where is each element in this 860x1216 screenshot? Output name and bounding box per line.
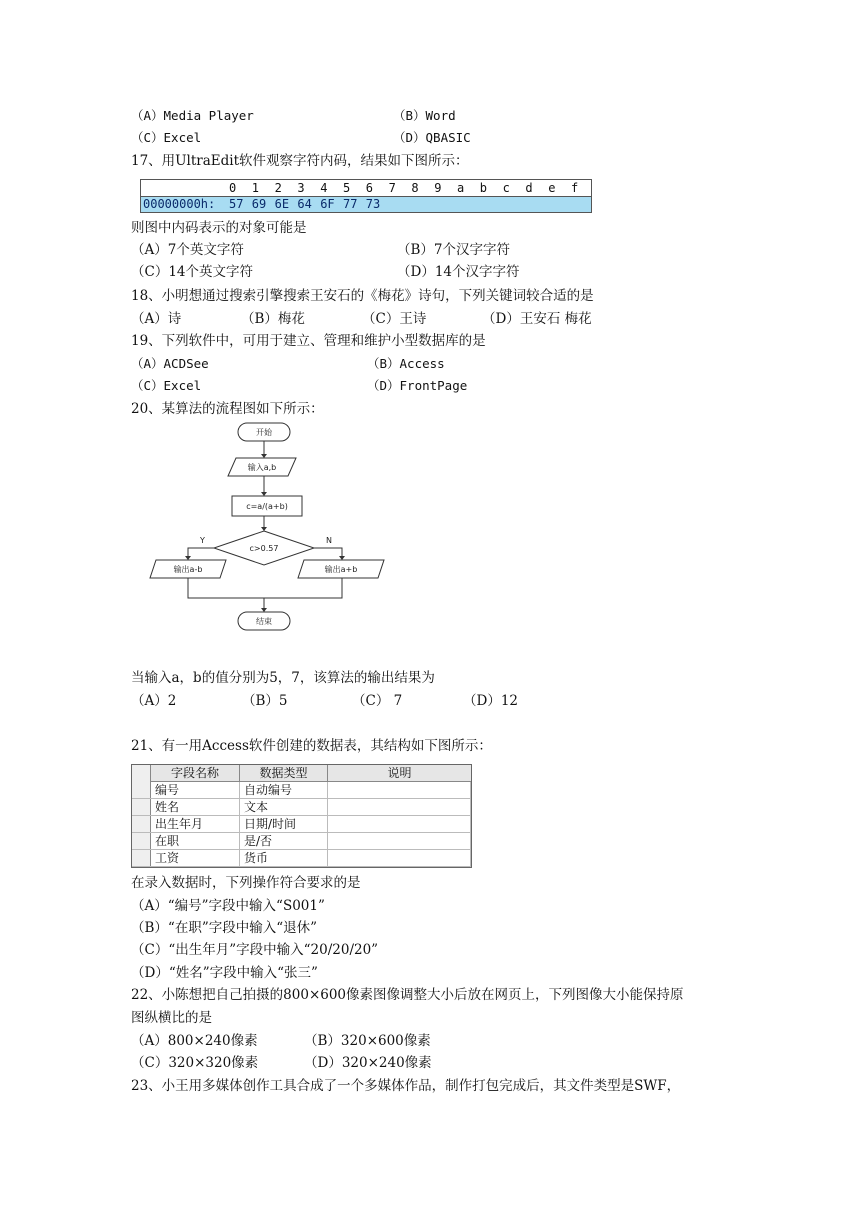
table-header-field-name: 字段名称 bbox=[151, 765, 240, 782]
q22-stem-line1: 22、小陈想把自己拍摄的800×600像素图像调整大小后放在网页上，下列图像大小能保持原 bbox=[131, 987, 684, 1003]
q21-follow: 在录入数据时，下列操作符合要求的是 bbox=[131, 875, 361, 891]
table-row bbox=[132, 799, 471, 816]
q22-option-c: （C）320×320像素 bbox=[131, 1055, 259, 1071]
q21-option-d: （D）“姓名”字段中输入“张三” bbox=[131, 965, 318, 981]
q22-option-b: （B）320×600像素 bbox=[304, 1033, 431, 1049]
q20-stem: 20、某算法的流程图如下所示： bbox=[131, 401, 324, 417]
q20-option-c: （C） 7 bbox=[352, 693, 403, 709]
q22-stem-line2: 图纵横比的是 bbox=[131, 1010, 212, 1026]
flow-output-right-label: 输出a+b bbox=[324, 565, 358, 574]
hex-column-label: 2 bbox=[274, 181, 282, 195]
q17-option-d: （D）14个汉字字符 bbox=[397, 264, 520, 280]
q20-option-a: （A）2 bbox=[131, 693, 177, 709]
table-header-data-type: 数据类型 bbox=[240, 765, 328, 782]
hex-byte: 6F bbox=[320, 197, 335, 211]
q18-option-b: （B）梅花 bbox=[241, 311, 305, 327]
q21-option-b: （B）“在职”字段中输入“退休” bbox=[131, 920, 318, 936]
flow-condition-label: c>0.57 bbox=[249, 544, 279, 553]
data-type-cell: 日期/时间 bbox=[240, 816, 328, 832]
hex-column-header bbox=[141, 180, 591, 197]
hex-column-label: d bbox=[525, 181, 533, 195]
table-row bbox=[132, 782, 471, 799]
q16-option-a: （A）Media Player bbox=[131, 108, 254, 123]
q19-option-c: （C）Excel bbox=[131, 378, 202, 393]
q23-stem: 23、小王用多媒体创作工具合成了一个多媒体作品，制作打包完成后，其文件类型是SWF， bbox=[131, 1078, 681, 1094]
description-cell bbox=[328, 833, 471, 849]
hex-address: 00000000h: bbox=[143, 197, 216, 211]
table-row bbox=[132, 833, 471, 850]
q22-option-a: （A）800×240像素 bbox=[131, 1033, 258, 1049]
hex-column-label: 7 bbox=[388, 181, 396, 195]
q17-option-c: （C）14个英文字符 bbox=[131, 264, 254, 280]
data-type-cell: 是/否 bbox=[240, 833, 328, 849]
table-header-description: 说明 bbox=[328, 765, 471, 782]
field-name-cell: 工资 bbox=[151, 850, 240, 866]
hex-byte: 69 bbox=[251, 197, 267, 211]
q20-follow: 当输入a，b的值分别为5，7，该算法的输出结果为 bbox=[131, 670, 435, 686]
data-type-cell: 自动编号 bbox=[240, 782, 328, 798]
data-type-cell: 文本 bbox=[240, 799, 328, 815]
data-type-cell: 货币 bbox=[240, 850, 328, 866]
field-name-cell: 出生年月 bbox=[151, 816, 240, 832]
hex-column-label: e bbox=[548, 181, 556, 195]
hex-column-label: 1 bbox=[251, 181, 260, 195]
q19-option-d: （D）FrontPage bbox=[367, 378, 468, 393]
q16-option-b: （B）Word bbox=[393, 108, 456, 123]
q18-option-d: （D）王安石 梅花 bbox=[482, 311, 592, 327]
q19-option-b: （B）Access bbox=[367, 356, 445, 371]
hex-byte: 64 bbox=[297, 197, 312, 211]
q20-option-b: （B）5 bbox=[242, 693, 288, 709]
flow-start-label: 开始 bbox=[256, 428, 272, 437]
hex-column-label: 0 bbox=[229, 181, 237, 195]
q21-option-c: （C）“出生年月”字段中输入“20/20/20” bbox=[131, 942, 379, 958]
q19-stem: 19、下列软件中，可用于建立、管理和维护小型数据库的是 bbox=[131, 333, 486, 349]
hex-column-label: 3 bbox=[297, 181, 305, 195]
hex-column-label: f bbox=[571, 181, 579, 195]
hex-column-label: b bbox=[479, 181, 488, 195]
field-name-cell: 姓名 bbox=[151, 799, 240, 815]
hex-column-label: 9 bbox=[434, 181, 442, 195]
flow-end-label: 结束 bbox=[256, 617, 272, 626]
table-row bbox=[132, 850, 471, 867]
flow-no-label: N bbox=[326, 536, 332, 545]
q17-option-a: （A）7个英文字符 bbox=[131, 242, 244, 258]
q16-option-d: （D）QBASIC bbox=[393, 130, 471, 145]
q18-stem: 18、小明想通过搜索引擎搜索王安石的《梅花》诗句，下列关键词较合适的是 bbox=[131, 288, 594, 304]
flow-output-left-label: 输出a-b bbox=[173, 565, 203, 574]
hex-column-label: 5 bbox=[343, 181, 351, 195]
flow-assign-label: c=a/(a+b) bbox=[246, 502, 288, 511]
q22-option-d: （D）320×240像素 bbox=[304, 1055, 432, 1071]
flow-yes-label: Y bbox=[200, 536, 205, 545]
field-name-cell: 编号 bbox=[151, 782, 240, 798]
hex-byte: 77 bbox=[343, 197, 358, 211]
q17-stem: 17、用UltraEdit软件观察字符内码，结果如下图所示： bbox=[131, 153, 469, 169]
description-cell bbox=[328, 799, 471, 815]
q21-option-a: （A）“编号”字段中输入“S001” bbox=[131, 898, 325, 914]
hex-column-label: 4 bbox=[320, 181, 328, 195]
hex-byte: 57 bbox=[229, 197, 244, 211]
access-table-design bbox=[131, 764, 472, 868]
description-cell bbox=[328, 816, 471, 832]
q21-stem: 21、有一用Access软件创建的数据表，其结构如下图所示： bbox=[131, 738, 492, 754]
hex-column-label: 8 bbox=[411, 181, 419, 195]
q18-option-a: （A）诗 bbox=[131, 311, 182, 327]
q20-option-d: （D）12 bbox=[463, 693, 519, 709]
hex-data-row bbox=[141, 197, 591, 212]
algorithm-flowchart bbox=[140, 418, 400, 640]
q17-follow: 则图中内码表示的对象可能是 bbox=[131, 220, 307, 236]
hex-column-label: c bbox=[502, 181, 510, 195]
hex-byte: 73 bbox=[365, 197, 381, 211]
q18-option-c: （C）王诗 bbox=[362, 311, 427, 327]
field-name-cell: 在职 bbox=[151, 833, 240, 849]
q16-option-c: （C）Excel bbox=[131, 130, 202, 145]
hex-column-label: 6 bbox=[365, 181, 374, 195]
description-cell bbox=[328, 782, 471, 798]
table-row bbox=[132, 816, 471, 833]
ultraedit-hex-view bbox=[140, 179, 592, 213]
q17-option-b: （B）7个汉字字符 bbox=[397, 242, 511, 258]
hex-byte: 6E bbox=[274, 197, 290, 211]
hex-column-label: a bbox=[457, 181, 465, 195]
q19-option-a: （A）ACDSee bbox=[131, 356, 209, 371]
description-cell bbox=[328, 850, 471, 866]
flow-input-label: 输入a,b bbox=[247, 463, 277, 472]
